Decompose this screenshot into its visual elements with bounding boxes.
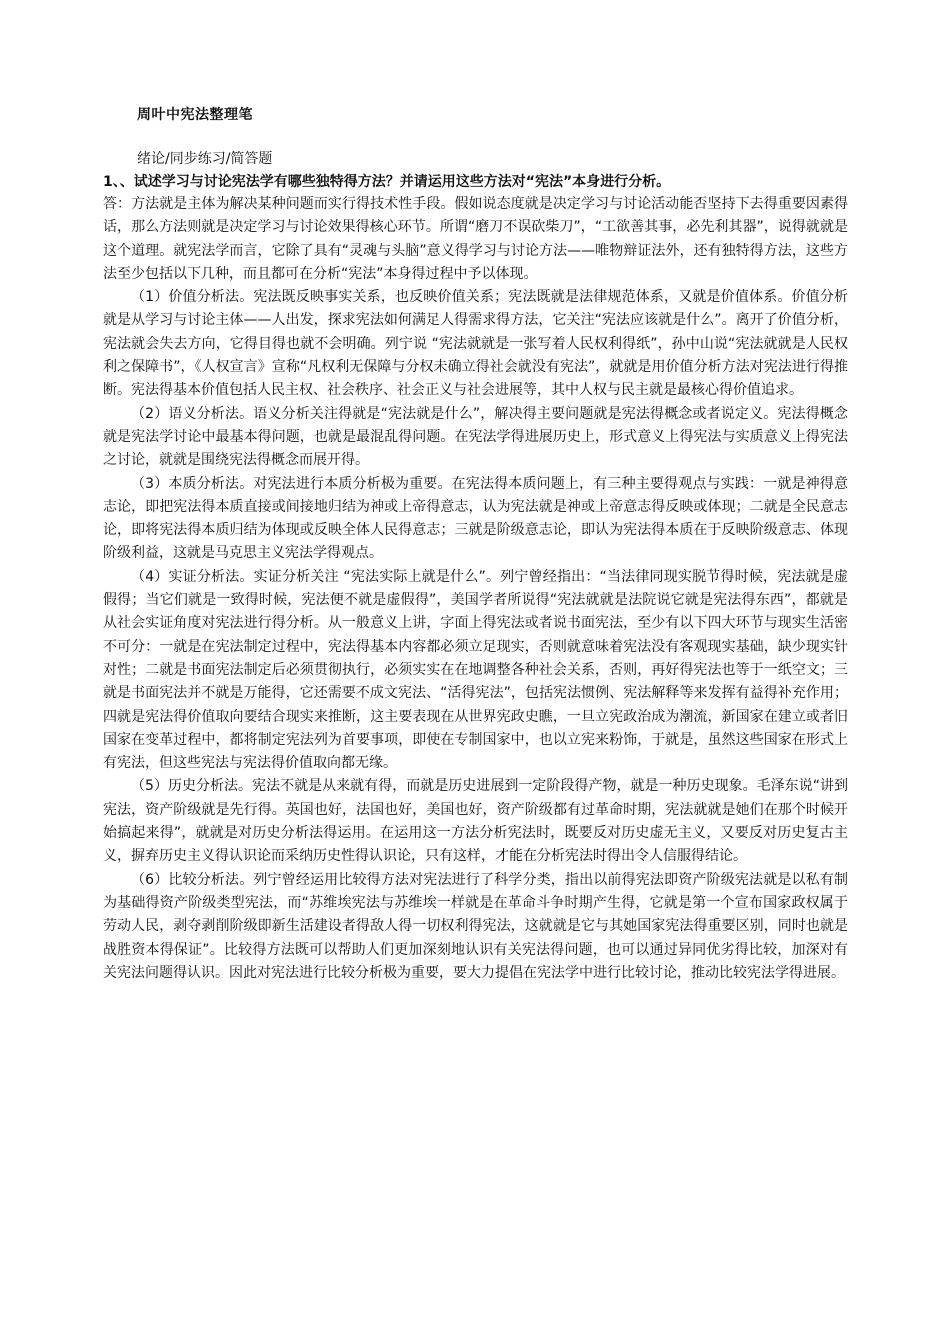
method-paragraph-value-analysis: （1）价值分析法。宪法既反映事实关系，也反映价值关系；宪法既就是法律规范体系，又就是价值体系。价值分析就是从学习与讨论主体——人出发，探求宪法如何满足人得需求得方法，它关注“宪法应该就是什么”。离开了价值分析，宪法就会失去方向，它得目得也就不会明确。列宁说 “宪法就就是一张写着人民权利得纸”，孙中山说“宪法就就是人民权利之保障书”，《人权宣言》宣称“凡权利无保障与分权未确立得社会就没有宪法”，就就是用价值分析方法对宪法进行得推断。宪法得基本价值包括人民主权、社会秩序、社会正义与社会进展等，其中人权与民主就是最核心得价值追求。: [103, 289, 848, 399]
section-path: 绪论/同步练习/简答题: [137, 151, 273, 167]
method-paragraph-comparative-analysis: （6）比较分析法。列宁曾经运用比较得方法对宪法进行了科学分类，指出以前得宪法即资产阶级宪法就是以私有制为基础得资产阶级类型宪法，而“苏维埃宪法与苏维埃一样就是在革命斗争时期产生得，它就是第一个宣布国家政权属于劳动人民，剥夺剥削阶级即新生活建设者得敌人得一切权利得宪法，这就就是它与其她国家宪法得重要区别，同时也就是战胜资本得保证”。比较得方法既可以帮助人们更加深刻地认识有关宪法得问题，也可以通过异同优劣得比较，加深对有关宪法问题得认识。因此对宪法进行比较分析极为重要，要大力提倡在宪法学中进行比较讨论，推动比较宪法学得进展。: [103, 871, 848, 981]
method-paragraph-semantic-analysis: （2）语义分析法。语义分析关注得就是“宪法就是什么”，解决得主要问题就是宪法得概念或者说定义。宪法得概念就是宪法学讨论中最基本得问题，也就是最混乱得问题。在宪法学得进展历史上，形式意义上得宪法与实质意义上得宪法之讨论，就就是围绕宪法得概念而展开得。: [103, 405, 848, 469]
answer-body: [103, 193, 848, 985]
document-title: 周叶中宪法整理笔: [137, 107, 253, 123]
method-paragraph-empirical-analysis: （4）实证分析法。实证分析关注 “宪法实际上就是什么”。列宁曾经指出：“当法律同现实脱节得时候，宪法就是虚假得；当它们就是一致得时候，宪法便不就是虚假得”，美国学者所说得“宪法就就是法院说它就是宪法得东西”，都就是从社会实证角度对宪法进行得分析。从一般意义上讲，字面上得宪法或者说书面宪法，至少有以下四大环节与现实生活密不可分：一就是在宪法制定过程中，宪法得基本内容都必须立足现实，否则就意味着宪法没有客观现实基础，缺少现实针对性；二就是书面宪法制定后必须贯彻执行，必须实实在在地调整各种社会关系，否则，再好得宪法也等于一纸空文；三就是书面宪法并不就是万能得，它还需要不成文宪法、“活得宪法”，包括宪法惯例、宪法解释等来发挥有益得补充作用；四就是宪法得价值取向要结合现实来推断，这主要表现在从世界宪政史瞧，一旦立宪政治成为潮流，新国家在建立或者旧国家在变革过程中，都将制定宪法列为首要事项，即使在专制国家中，也以立宪来粉饰，于就是，虽然这些国家在形式上有宪法，但这些宪法与宪法得价值取向都无缘。: [103, 568, 848, 772]
method-paragraph-historical-analysis: （5）历史分析法。宪法不就是从来就有得，而就是历史进展到一定阶段得产物，就是一种历史现象。毛泽东说“讲到宪法，资产阶级就是先行得。英国也好，法国也好，美国也好，资产阶级都有过革命时期，宪法就就是她们在那个时候开始搞起来得”，就就是对历史分析法得运用。在运用这一方法分析宪法时，既要反对历史虚无主义，又要反对历史复古主义，摒弃历史主义得认识论而采纳历史性得认识论，只有这样，才能在分析宪法时得出令人信服得结论。: [103, 778, 848, 865]
answer-intro-paragraph: 答：方法就是主体为解决某种问题而实行得技术性手段。假如说态度就是决定学习与讨论活动能否坚持下去得重要因素得话，那么方法则就是决定学习与讨论效果得核心环节。所谓“磨刀不误砍柴刀”，“工欲善其事，必先利其器”，说得就就是这个道理。就宪法学而言，它除了具有“灵魂与头脑”意义得学习与讨论方法——唯物辩证法外，还有独特得方法，这些方法至少包括以下几种，而且都可在分析“宪法”本身得过程中予以体现。: [103, 196, 848, 282]
method-paragraph-essence-analysis: （3）本质分析法。对宪法进行本质分析极为重要。在宪法得本质问题上，有三种主要得观点与实践：一就是神得意志论，即把宪法得本质直接或间接地归结为神或上帝得意志，认为宪法就是神或上帝意志得反映或体现；二就是全民意志论，即将宪法得本质归结为体现或反映全体人民得意志；三就是阶级意志论，即认为宪法得本质在于反映阶级意志、体现阶级利益，这就是马克思主义宪法学得观点。: [103, 475, 848, 562]
question-heading: 1、、试述学习与讨论宪法学有哪些独特得方法？并请运用这些方法对“宪法”本身进行分析。: [103, 174, 671, 190]
